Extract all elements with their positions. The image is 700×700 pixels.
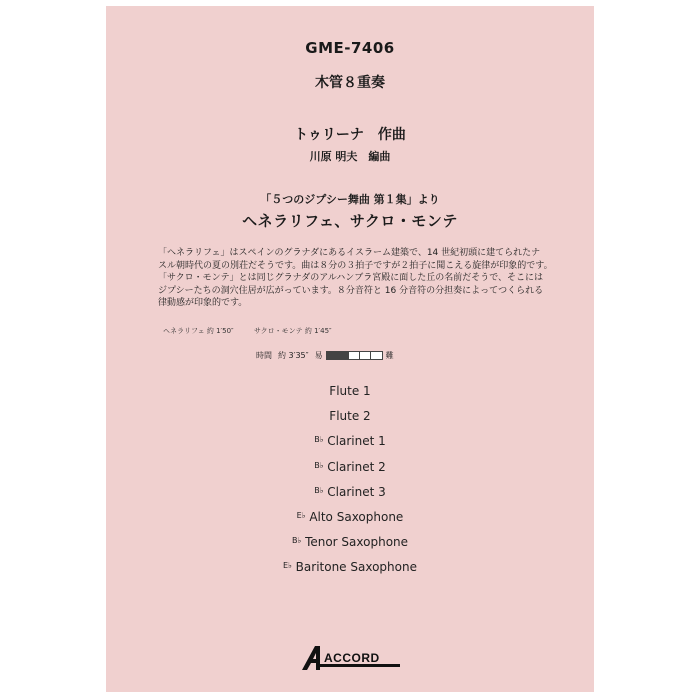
piece-title: ヘネラリフェ、サクロ・モンテ xyxy=(242,212,458,230)
description-line: 「ヘネラリフェ」はスペインのグラナダにあるイスラーム建築で、14 世紀初頭に建てられたナ xyxy=(158,248,541,258)
publisher-logo xyxy=(302,646,400,672)
difficulty-meter xyxy=(326,351,383,360)
duration-difficulty-row xyxy=(256,350,394,361)
movement-duration: サクロ・モンテ 約 1′45″ xyxy=(253,327,332,335)
easy-label: 易 xyxy=(314,351,323,360)
instrument-part: Flute 1 xyxy=(329,384,371,398)
arranger-credit: 川原 明夫 編曲 xyxy=(309,150,391,163)
instrument-part: Flute 2 xyxy=(329,409,371,424)
description-line: スル朝時代の夏の別荘だそうです。曲は８分の３拍子ですが２拍子に聞こえる旋律が印象的です。 xyxy=(158,260,553,271)
duration-label: 時間 xyxy=(256,351,272,360)
difficulty-cell xyxy=(371,352,382,359)
source-collection: 「５つのジプシー舞曲 第１集」より xyxy=(260,193,440,206)
instrument-part: $^{B♭}$ Clarinet 3 xyxy=(314,484,386,499)
instrument-part: $^{B♭}$ Clarinet 2 xyxy=(314,459,386,474)
description-line: 「サクロ・モンテ」とは同じグラナダのアルハンブラ宮殿に面した丘の名前だそうで、そこには xyxy=(158,273,544,284)
ensemble-type: 木管８重奏 xyxy=(315,75,385,91)
description-line: 律動感が印象的です。 xyxy=(158,298,248,309)
difficulty-cell xyxy=(327,352,338,359)
difficulty-cell xyxy=(349,352,360,359)
instrument-part: $^{E♭}$ Alto Saxophone xyxy=(296,510,404,525)
difficulty-cell xyxy=(360,352,371,359)
hard-label: 難 xyxy=(385,351,394,360)
instrument-part: $^{E♭}$ Baritone Saxophone xyxy=(283,560,417,575)
description xyxy=(158,247,553,310)
score-cover xyxy=(106,6,594,692)
movement-duration: ヘネラリフェ 約 1′50″ xyxy=(163,327,234,335)
instrument-list xyxy=(106,378,594,580)
difficulty-cell xyxy=(338,352,349,359)
catalog-code: GME-7406 xyxy=(305,39,395,57)
instrument-part: $^{B♭}$ Clarinet 1 xyxy=(314,434,386,449)
movement-durations xyxy=(163,326,350,336)
composer-credit: トゥリーナ 作曲 xyxy=(294,127,406,143)
description-line: ジプシーたちの洞穴住居が広がっています。８分音符と 16 分音符の分担奏によってつくられる xyxy=(158,285,544,296)
duration-total: 約 3′35″ xyxy=(278,351,309,360)
logo-text: ACCORD xyxy=(324,651,380,665)
instrument-part: $^{B♭}$ Tenor Saxophone xyxy=(291,535,409,550)
